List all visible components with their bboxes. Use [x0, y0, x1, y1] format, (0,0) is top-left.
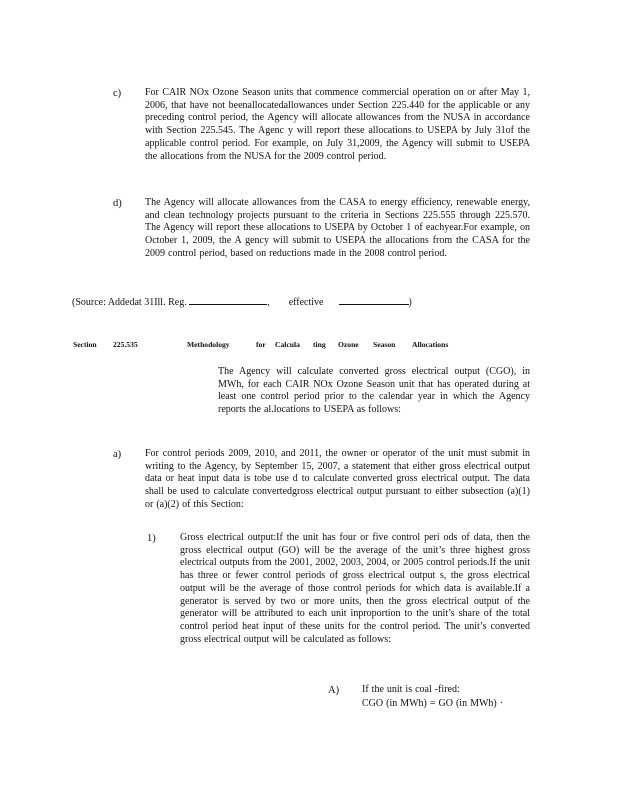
section-title-word-6: Season	[373, 340, 396, 349]
item-d-paragraph: The Agency will allocate allowances from the CASA to energy efficiency, renewable energy, and clean technology projects pursuant to the criteria in Sections 225.555 through 225.570. The Agency will report these allocations to USEPA by October 1 of eachyear.For example, on October 1, 2009, the A gency will submit to USEPA the allocations from the CASA for the 2009 control period, based on reductions made in the 2008 control period.	[145, 197, 530, 259]
item-c-label: c)	[113, 88, 122, 99]
section-intro-paragraph: The Agency will calculate converted gross electrical output (CGO), in MWh, for each CAIR NOx Ozone Season unit that has operated during at least one control period prior to the calendar year in which the Agency reports the al.locations to USEPA as follows:	[218, 366, 530, 416]
source-prefix: (Source: Addedat 31Ill. Reg.	[72, 297, 187, 308]
section-title-word-1: Methodology	[187, 340, 230, 349]
item-1-label: 1)	[147, 533, 156, 544]
item-a-label: a)	[113, 449, 122, 460]
section-title-word-5: Ozone	[338, 340, 359, 349]
item-a-paragraph: For control periods 2009, 2010, and 2011, the owner or operator of the unit must submit in writing to the Agency, by September 15, 2007, a statement that either gross electrical output data or heat input data is tobe use d to calculate converted gross electrical output. The data shall be used to calculate convertedgross electrical output pursuant to either subsection (a)(1) or (a)(2) of this Section:	[145, 448, 530, 510]
item-1-paragraph: Gross electrical output:If the unit has four or five control peri ods of data, then the gross electrical output (GO) will be the average of the unit’s three highest gross electrical outputs from the 2001, 2002, 2003, 2004, or 2005 control periods.If the unit has three or fewer control periods of gross electrical output s, the gross electrical output will be the average of those control periods for which data is available.If a generator is served by two or more units, then the gross electrical output of the generator will be attributed to each unit inproportion to the unit’s share of the total control period heat input of these units for the control period. The unit’s converted gross electrical output will be calculated as follows:	[180, 532, 530, 645]
source-effective: effective	[288, 297, 324, 308]
item-A-label: A)	[328, 685, 340, 696]
section-word: Section	[73, 340, 97, 349]
section-number: 225.535	[113, 340, 138, 349]
item-A-condition: If the unit is coal -fired:	[362, 684, 460, 695]
section-title-word-7: Allocations	[412, 340, 449, 349]
effective-date-blank	[339, 304, 409, 305]
section-title-word-4: ting	[313, 340, 326, 349]
source-citation	[72, 296, 412, 309]
source-comma: ,	[267, 297, 270, 308]
section-title-word-2: for	[256, 340, 266, 349]
section-heading	[0, 340, 618, 352]
item-c-paragraph: For CAIR NOx Ozone Season units that commence commercial operation on or after May 1, 2006, that have not beenallocatedallowances under Section 225.440 for the applicable or any preceding control period, the Agency will allocate allowances from the NUSA in accordance with Section 225.545. The Agenc y will report these allocations to USEPA by July 31of the applicable control period. For example, on July 31,2009, the Agency will submit to USEPA the allocations from the NUSA for the 2009 control period.	[145, 87, 530, 162]
item-d-label: d)	[113, 198, 122, 209]
section-title-word-3: Calcula	[275, 340, 300, 349]
register-blank	[189, 304, 267, 305]
source-suffix: )	[408, 297, 412, 308]
cgo-formula: CGO (in MWh) = GO (in MWh) ·	[362, 698, 504, 709]
